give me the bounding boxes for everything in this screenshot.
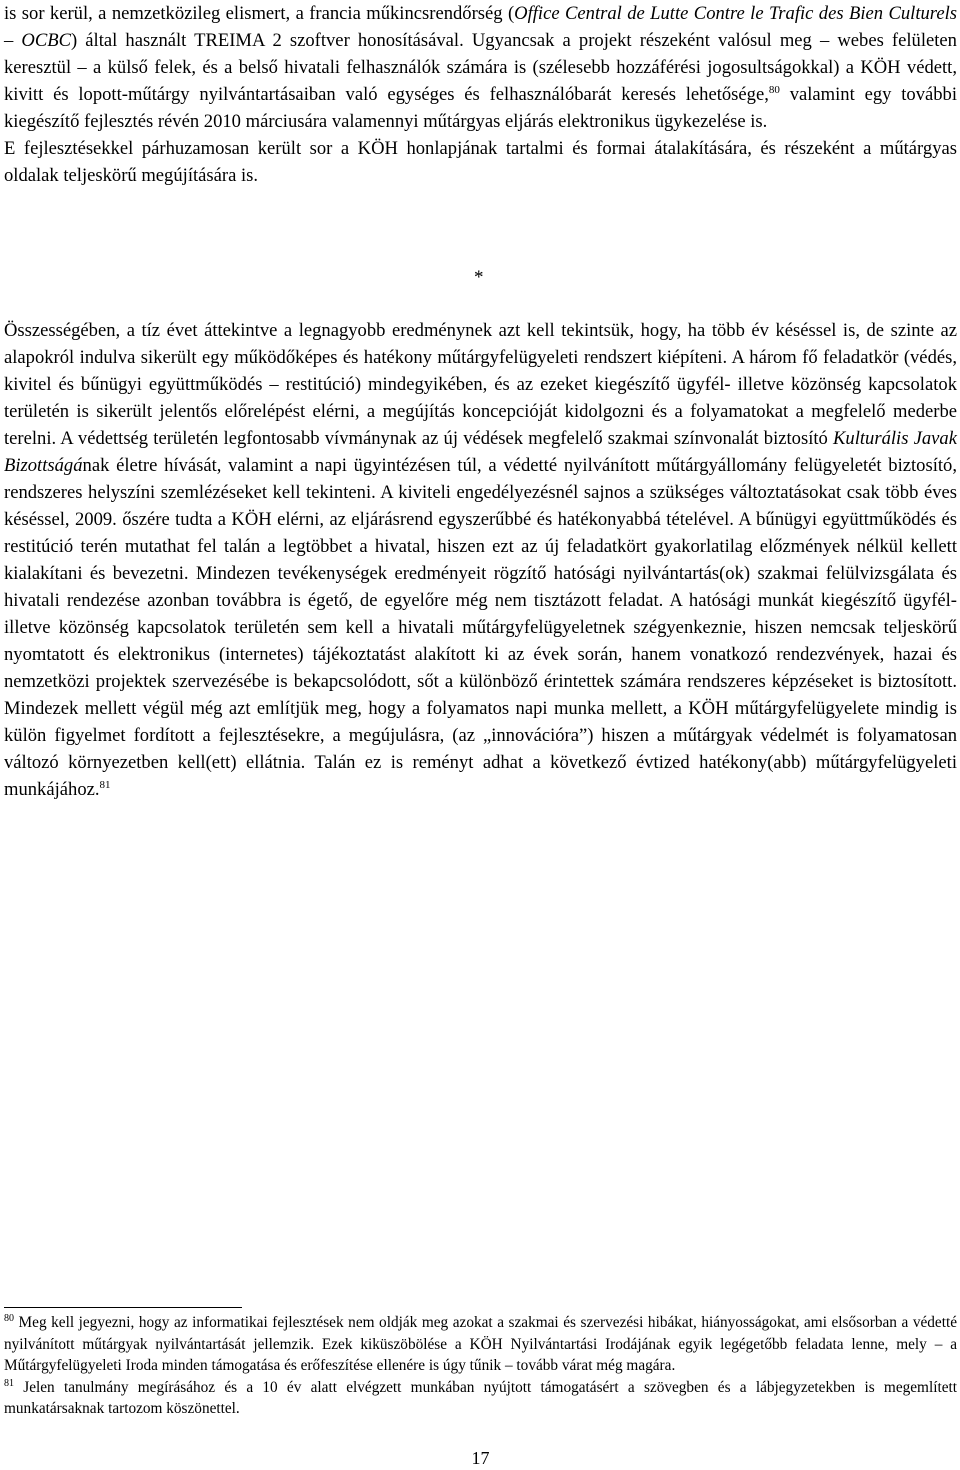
footnote-number: 81: [4, 1377, 14, 1389]
footnote-separator-line: [4, 1307, 242, 1308]
italic-organization-name: Office Central de Lutte Contre le Trafic des Bien Culturels – OCBC: [4, 3, 957, 51]
paragraph-treima: [4, 0, 957, 135]
footnote-number: 80: [4, 1313, 14, 1324]
paragraph-text: ) által használt TREIMA 2 szoftver honosításával. Ugyancsak a projekt részeként valósul meg – webes felületen keresztül – a külső felek, és a belső hivatali felhasználók számára is (szélesebb hozzáférési jogosultságokkal) a KÖH védett, kivitt és lopott-műtárgy nyilvántartásaiban való egységes és felhasználóbarát keresés lehetősége,: [4, 30, 957, 105]
paragraph-text: Összességében, a tíz évet áttekintve a legnagyobb eredménynek azt kell tekintsük, hogy, ha több év késéssel is, de szinte az alapokról indulva sikerült egy működőképes és hatékony műtárgyfelügyeleti rendszert kiépíteni. A három fő feladatkör (védés, kivitel és bűnügyi együttműködés – restitúció) mindegyikében, és az ezeket kiegészítő ügyfél- illetve közönség kapcsolatok területén is sikerült jelentős előrelépést elérni, a megújítás koncepcióját kidolgozni és a folyamatokat a megfelelő mederbe terelni. A védettség területén legfontosabb vívmánynak az új védések megfelelő szakmai színvonalát biztosító: [4, 320, 957, 449]
paragraph-text: nak életre hívását, valamint a napi ügyintézésen túl, a védetté nyilvánított műtárgyállomány felügyeletét biztosító, rendszeres helyszíni szemlézéseket kell tekinteni. A kiviteli engedélyezésnél sajnos a szükséges változtatásokat csak több éves késéssel, 2009. őszére tudta a KÖH elérni, az eljárásrend egyszerűbbé és hatékonyabbá tételével. A bűnügyi együttműködés és restitúció terén mutathat fel talán a legtöbbet a hivatal, hiszen ezt az új feladatkört gyakorlatilag előzmények nélkül kellett kialakítani és bevezetni. Mindezen tevékenységek eredményeit rögzítő hatósági nyilvántartás(ok) szakmai felülvizsgálata és hivatali rendezése azonban továbbra is égető, de egyelőre még nem tisztázott feladat. A hatósági munkát kiegészítő ügyfél- illetve közönség kapcsolatok területén sem kell a hivatali műtárgyfelügyeletnek szégyenkeznie, hiszen nemcsak teljeskörű nyomtatott és elektronikus (internetes) tájékoztatást alakított ki az évek során, hanem vonatkozó rendezvények, hazai és nemzetközi projektek szervezésébe is bekapcsolódott, sőt a különböző érintettek számára rendszeres képzéseket is biztosított. Mindezek mellett végül még azt említjük meg, hogy a folyamatos napi munka mellett, a KÖH műtárgyfelügyelete mindig is külön figyelmet fordított a fejlesztésekre, a megújulásra, (az „innovációra”) hiszen a műtárgyak védelmét is folyamatosan változó környezetben kell(ett) ellátnia. Talán ez is reményt adhat a következő évtized hatékony(abb) műtárgyfelügyeleti munkájához.: [4, 455, 957, 800]
body-text-top: [4, 0, 957, 189]
footnote-text: Meg kell jegyezni, hogy az informatikai fejlesztések nem oldják meg azokat a szakmai és szervezési hibákat, hiányosságokat, ami elsősorban a védetté nyilvánított műtárgyak nyilvántartását jellemzik. Ezek kiküszöbölése a KÖH Nyilvántartási Irodájának egyik legégetőbb feladata lenne, mely – a Műtárgyfelügyeleti Iroda minden támogatása és erőfeszítése ellenére is úgy tűnik – tovább várat még magára.: [4, 1314, 957, 1375]
footnote-ref-80[interactable]: 80: [768, 84, 780, 96]
paragraph-summary: [4, 317, 957, 803]
document-page: [4, 0, 957, 1470]
footnote-ref-81[interactable]: 81: [99, 779, 111, 791]
italic-committee-name: Kulturális Javak Bizottságá: [4, 428, 957, 476]
paragraph-website: E fejlesztésekkel párhuzamosan került sor a KÖH honlapjának tartalmi és formai átalakítására, és részeként a műtárgyas oldalak teljeskörű megújítására is.: [4, 138, 957, 186]
footnotes: [4, 1312, 957, 1420]
footnote-81: [4, 1377, 957, 1420]
footnote-text: Jelen tanulmány megírásához és a 10 év alatt elvégzett munkában nyújtott támogatásért a szövegben és a lábjegyzetekben is megemlített munkatársaknak tartozom köszönettel.: [4, 1378, 957, 1418]
section-separator: *: [474, 267, 484, 288]
footnote-80: [4, 1312, 957, 1377]
body-text-summary: [4, 317, 957, 803]
paragraph-text: valamint egy további kiegészítő fejlesztés révén 2010 márciusára valamennyi műtárgyas eljárás elektronikus ügykezelése is.: [4, 84, 957, 132]
paragraph-text: is sor kerül, a nemzetközileg elismert, a francia műkincsrendőrség (: [4, 3, 515, 24]
page-number: 17: [471, 1448, 490, 1468]
